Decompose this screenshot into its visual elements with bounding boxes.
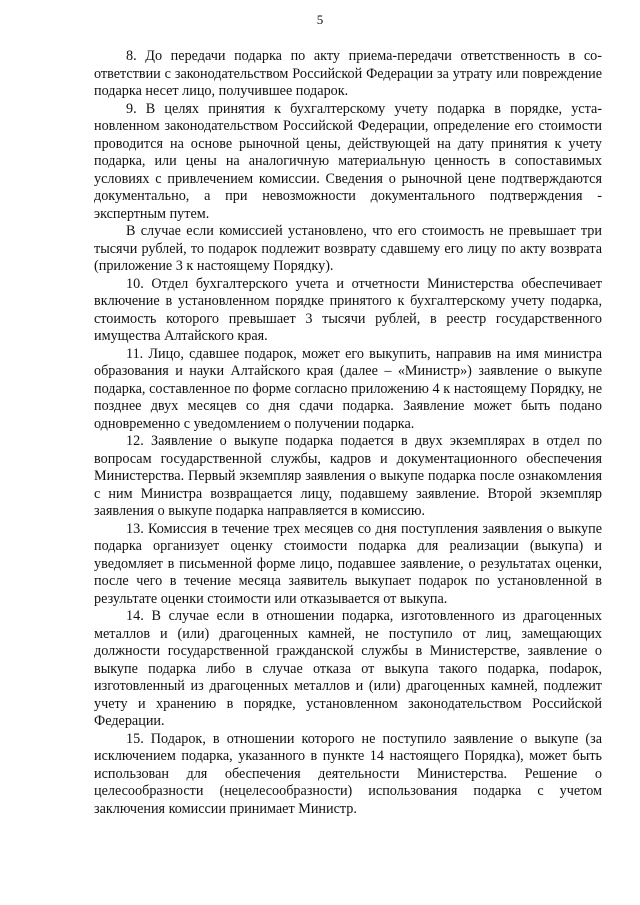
paragraph-13: 13. Комиссия в течение трех месяцев со дня поступления заявления о выкупе подарка организует оценку стоимости подарка для реализации (выкупа) и уведомляет в письменной форме лицо, подавшее заявление, о результатах оценки, после чего в течение месяца заявитель выкупает подарок по установленной в результате оценки стоимости или отказывается от выкупа. xyxy=(94,520,602,607)
paragraph-11: 11. Лицо, сдавшее подарок, может его выкупить, направив на имя министра образования и науки Алтайского края (далее – «Министр») заявление о выкупе подарка, составленное по форме согласно приложению 4 к настоящему Порядку, не позднее двух месяцев со дня сдачи подарка. Заявление может быть подано одновременно с уведомлением о получении подарка. xyxy=(94,345,602,432)
paragraph-15: 15. Подарок, в отношении которого не поступило заявление о выкупе (за исключением подарка, указанного в пункте 14 настоящего Порядка), может быть использован для обеспечения деятельности Министерства. Решение о целесообразности (нецелесообразности) использования подарка с учетом заключения комиссии принимает Министр. xyxy=(94,730,602,817)
paragraph-14: 14. В случае если в отношении подарка, изготовленного из драгоценных металлов и (или) драгоценных камней, не поступило от лиц, замещающих должности государственной гражданской службы в Министерстве, заявление о выкупе подарка либо в случае отказа от выкупа такого подарка, поdарок, изготовленный из драгоценных металлов и (или) драгоценных камней, подлежит учету и хранению в порядке, установленном законодательством Российской Федерации. xyxy=(94,608,602,729)
paragraph-9-continuation: В случае если комиссией установлено, что его стоимость не превышает три тысячи рублей, то подарок подлежит возврату сдавшему его лицу по акту возврата (приложение 3 к настоящему Порядку). xyxy=(94,223,602,274)
paragraph-9: 9. В целях принятия к бухгалтерскому учету подарка в порядке, установленном законодательством Российской Федерации, определение его стоимости проводится на основе рыночной цены, действующей на дату принятия к учету подарка, или цены на аналогичную материальную ценность в сопоставимых условиях с привлечением комиссии. Сведения о рыночной цене подтверждаются документально, а при невозможности документального подтверждения - экспертным путем. xyxy=(94,100,602,222)
paragraph-8: 8. До передачи подарка по акту приема-передачи ответственность в соответствии с законодательством Российской Федерации за утрату или повреждение подарка несет лицо, получившее подарок. xyxy=(94,48,602,99)
page-number: 5 xyxy=(316,12,324,27)
paragraph-12: 12. Заявление о выкупе подарка подается в двух экземплярах в отдел по вопросам государственной службы, кадров и документационного обеспечения Министерства. Первый экземпляр заявления о выкупе подарка после ознакомления с ним Министра возвращается лицу, подавшему заявление. Второй экземпляр заявления о выкупе подарка направляется в комиссию. xyxy=(94,433,602,519)
document-body xyxy=(94,48,602,818)
paragraph-10: 10. Отдел бухгалтерского учета и отчетности Министерства обеспечивает включение в установленном порядке принятого к бухгалтерскому учету подарка, стоимость которого превышает 3 тысячи рублей, в реестр государственного имущества Алтайского края. xyxy=(94,275,602,344)
